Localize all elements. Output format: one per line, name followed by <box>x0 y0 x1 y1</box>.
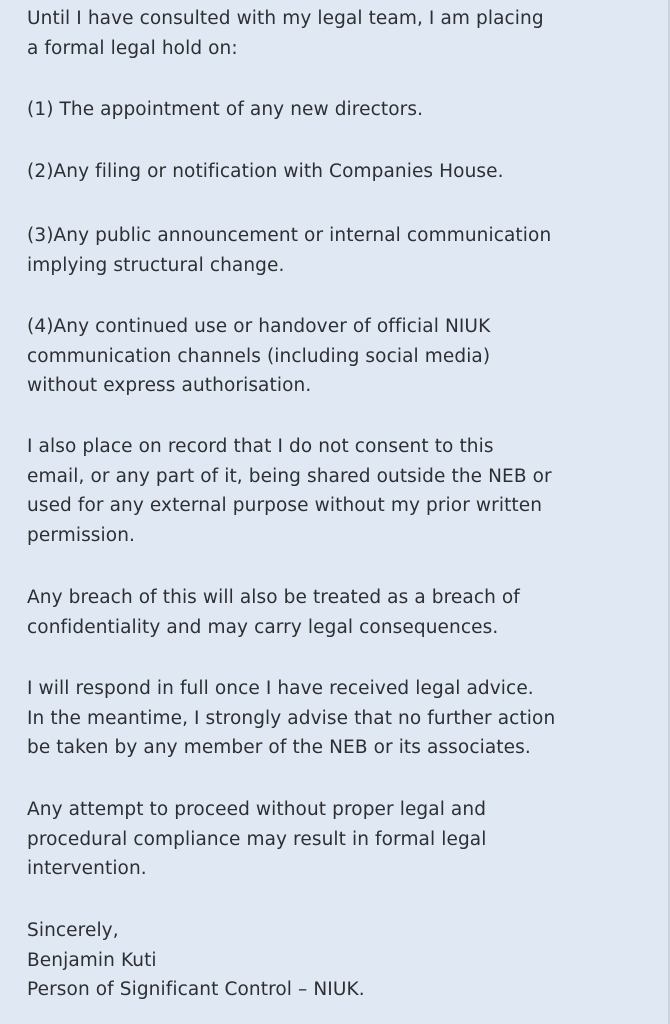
consent-paragraph: I also place on record that I do not consent to this email, or any part of it, being shared outside the NEB or used for any external purpose without my prior written permission. <box>27 436 552 546</box>
signature-block <box>27 916 657 1005</box>
signer-title: Person of Significant Control – NIUK. <box>27 979 365 1001</box>
attempt-paragraph: Any attempt to proceed without proper legal and procedural compliance may result in formal legal intervention. <box>27 799 487 880</box>
intro-paragraph: Until I have consulted with my legal team, I am placing a formal legal hold on: <box>27 8 544 59</box>
respond-paragraph: I will respond in full once I have received legal advice. In the meantime, I strongly advise that no further action be taken by any member of the NEB or its associates. <box>27 678 556 759</box>
breach-paragraph: Any breach of this will also be treated as a breach of confidentiality and may carry legal consequences. <box>27 587 520 638</box>
hold-item-3: (3)Any public announcement or internal communication implying structural change. <box>27 225 552 276</box>
signer-name: Benjamin Kuti <box>27 949 157 971</box>
hold-item-2: (2)Any filing or notification with Companies House. <box>27 161 504 182</box>
hold-item-4: (4)Any continued use or handover of official NIUK communication channels (including social media) without express authorisation. <box>27 316 491 397</box>
hold-item-1: (1) The appointment of any new directors. <box>27 99 424 120</box>
closing-line: Sincerely, <box>27 920 119 941</box>
